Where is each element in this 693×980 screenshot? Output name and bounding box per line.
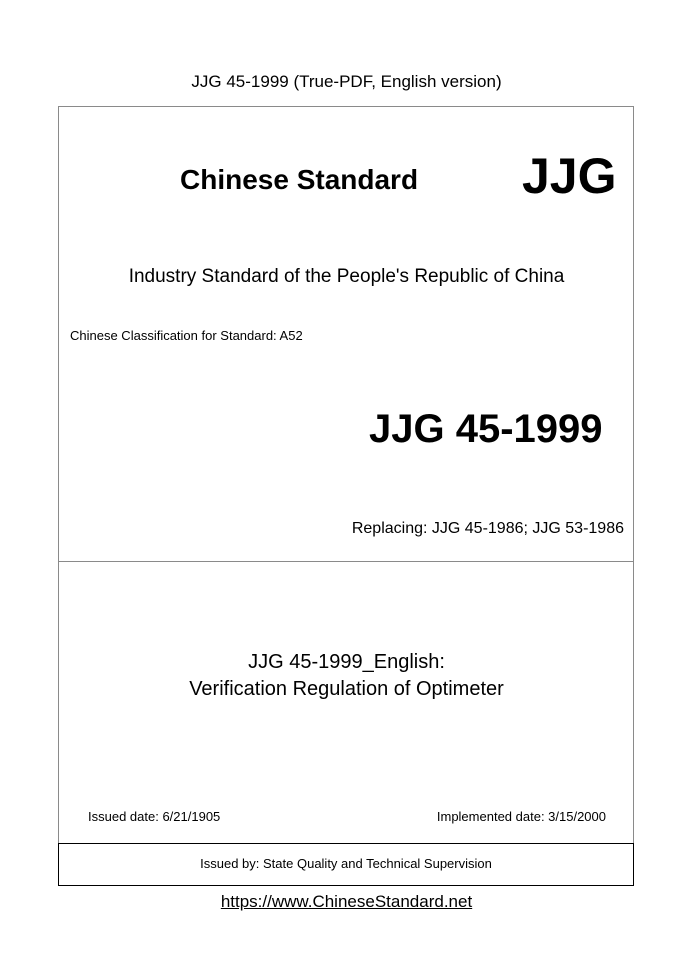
replacing-line: Replacing: JJG 45-1986; JJG 53-1986 (351, 520, 624, 537)
issued-date: Issued date: 6/21/1905 (88, 809, 221, 824)
document-title-line-2: Verification Regulation of Optimeter (189, 678, 504, 700)
cover-heading: Chinese Standard (180, 164, 419, 195)
standard-code: JJG 45-1999 (369, 407, 603, 451)
cover-frame (58, 106, 634, 886)
classification-line: Chinese Classification for Standard: A52 (70, 328, 303, 343)
implemented-date: Implemented date: 3/15/2000 (436, 809, 606, 824)
issued-by-box (58, 843, 634, 886)
issued-by-text: Issued by: State Quality and Technical Supervision (200, 856, 492, 871)
page-footer (0, 892, 693, 912)
document-title-line-1: JJG 45-1999_English: (248, 651, 445, 673)
website-link[interactable]: https://www.ChineseStandard.net (220, 892, 473, 911)
standard-mark: JJG (522, 148, 617, 204)
industry-line: Industry Standard of the People's Republic of China (128, 266, 565, 287)
page-header: JJG 45-1999 (True-PDF, English version) (191, 72, 502, 91)
section-divider (59, 561, 633, 562)
